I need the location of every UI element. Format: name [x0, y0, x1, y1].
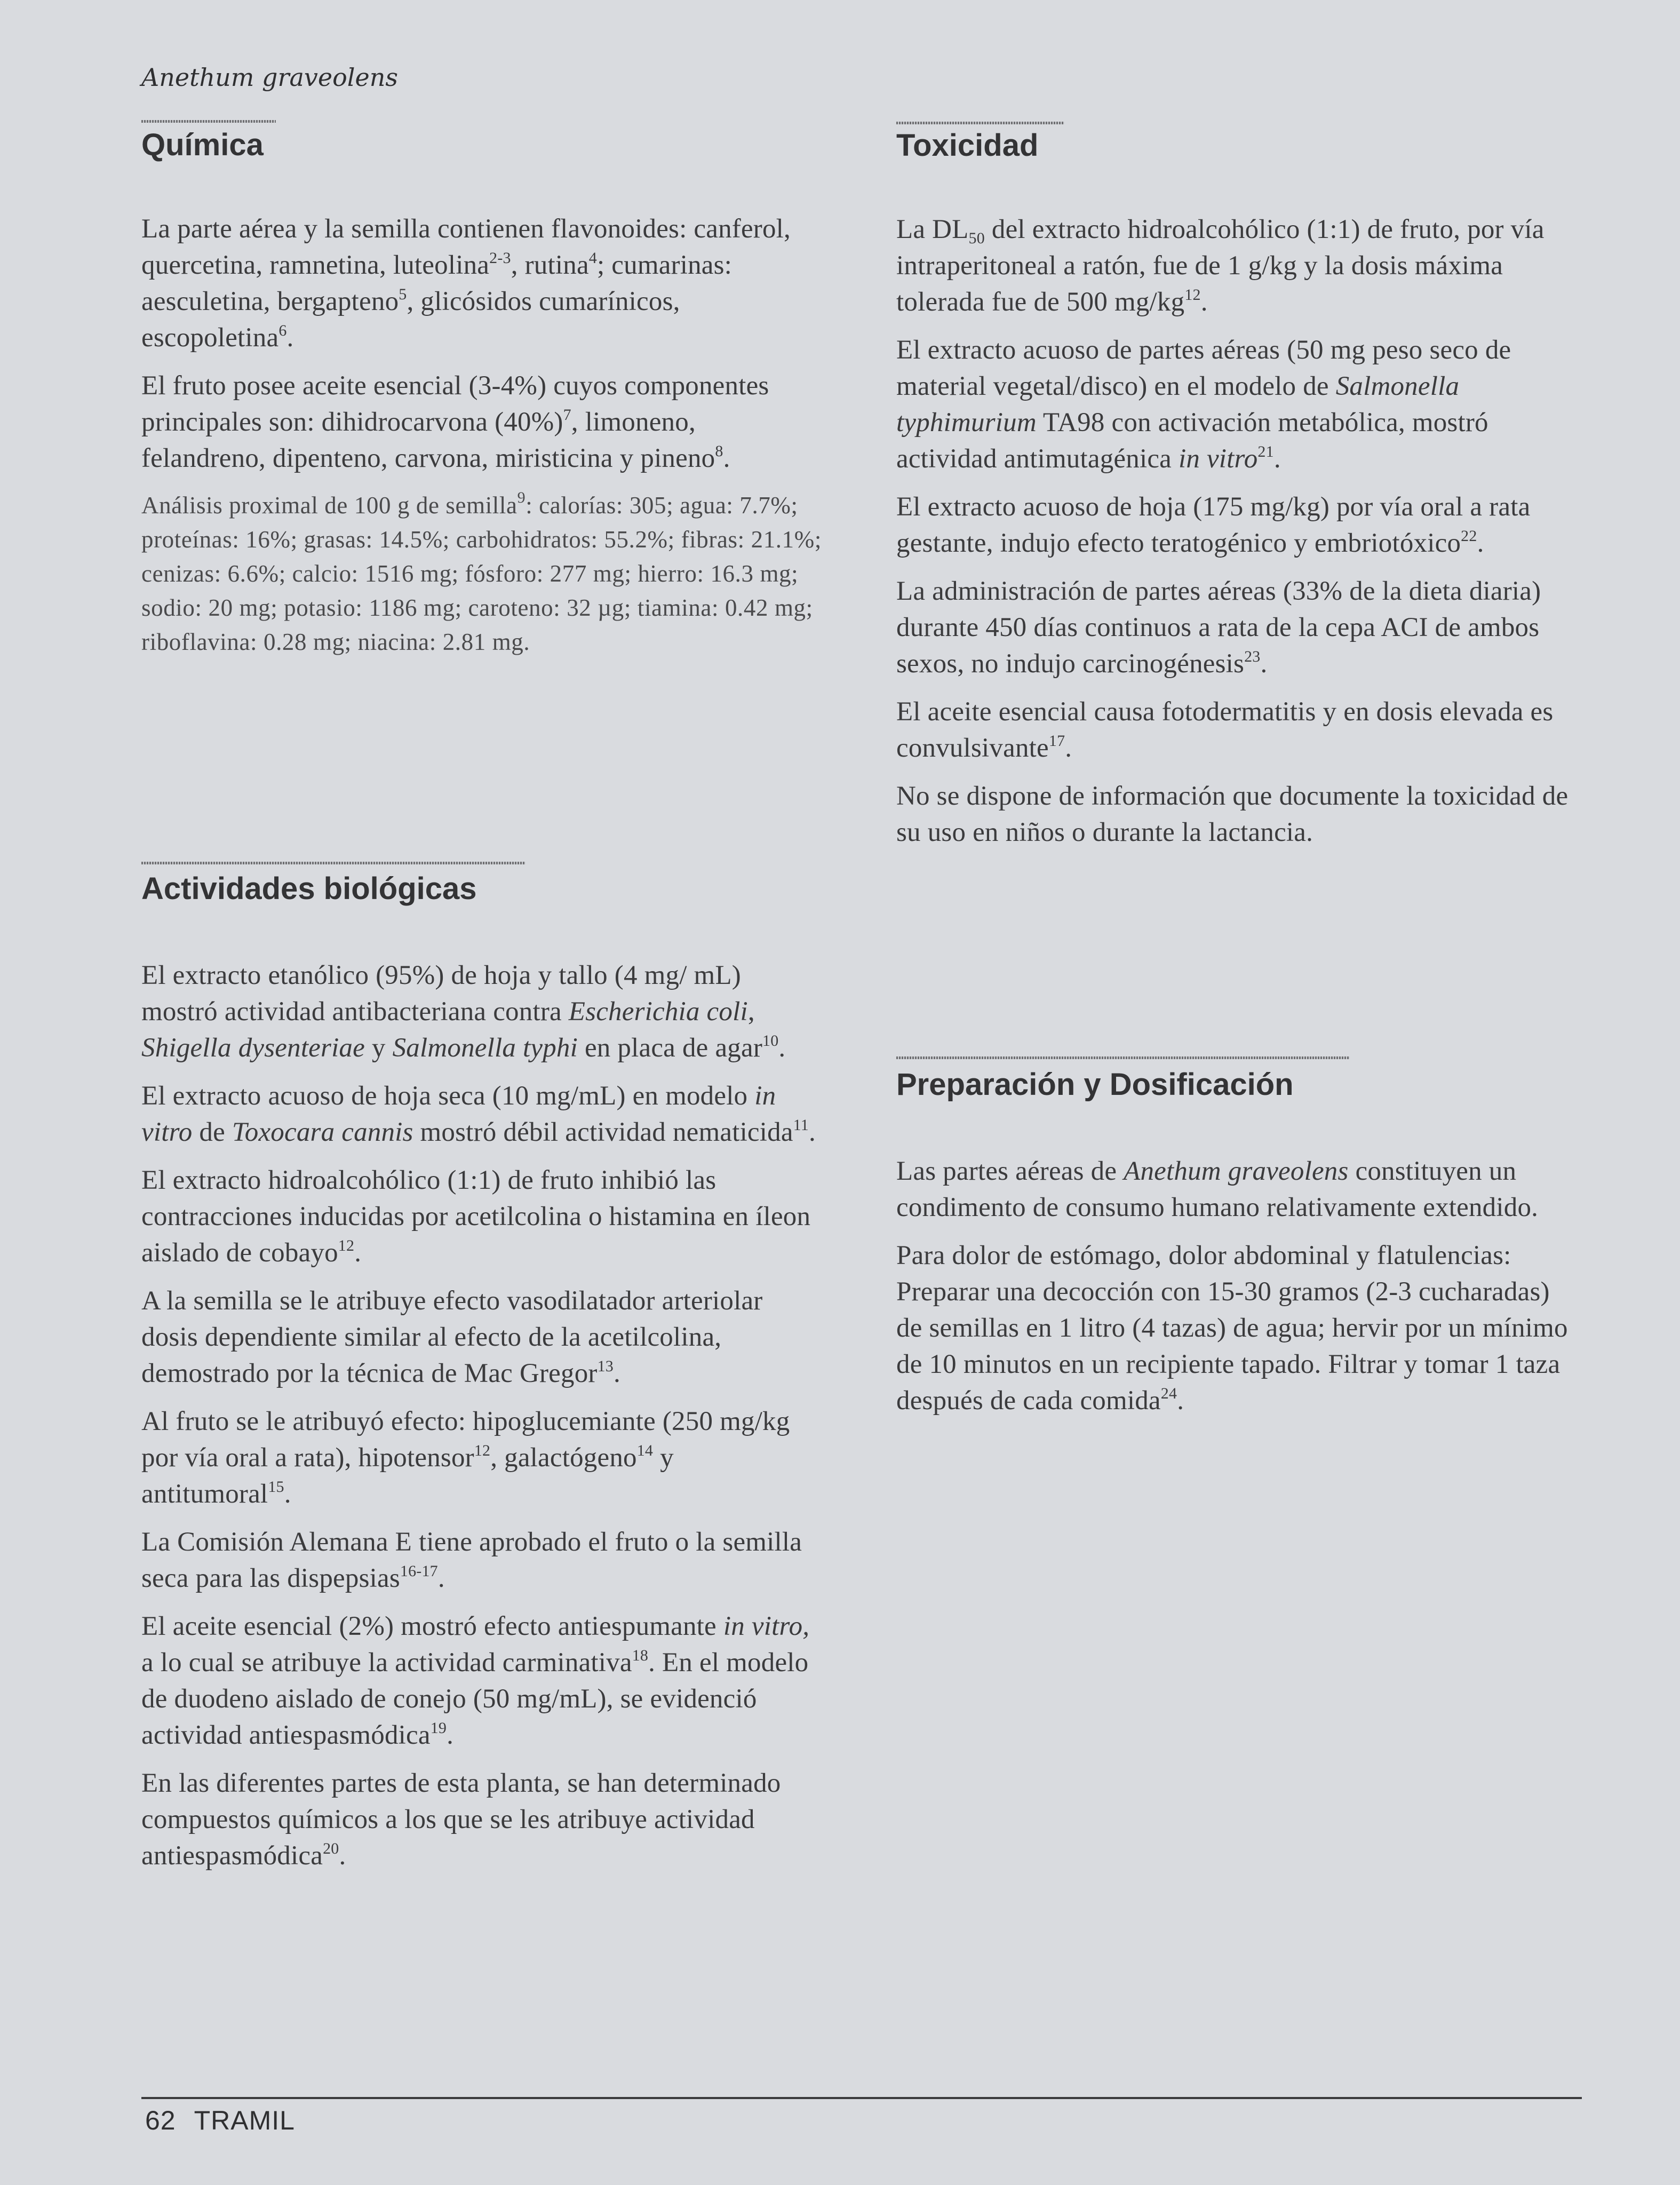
quimica-paragraph-3: Análisis proximal de 100 g de semilla$^9$: calorías: 305; agua: 7.7%; proteínas: 16%; grasas: 14.5%; carbohidratos: 55.2%; fibras: 21.1%; cenizas: 6.6%; calcio: 1516 mg; fósforo: 277 mg; hierro: 16.3 mg; sodio: 20 mg; potasio: 1186 mg; caroteno: 32 µg; tiamina: 0.42 mg; riboflavina: 0.28 mg; niacina: 2.81 mg.	[141, 489, 822, 655]
preparacion-paragraph-1: Las partes aéreas de Anethum graveolens constituyen un condimento de consumo humano relativamente extendido.	[896, 1156, 1539, 1222]
page-number: 62	[145, 2105, 176, 2135]
preparacion-paragraph-2: Para dolor de estómago, dolor abdominal y flatulencias:	[896, 1241, 1511, 1270]
toxicidad-paragraph-3: El extracto acuoso de hoja (175 mg/kg) por vía oral a rata gestante, indujo efecto teratogénico y embriotóxico$^{22}$.	[896, 492, 1531, 558]
actividades-paragraph-5: Al fruto se le atribuyó efecto: hipoglucemiante (250 mg/kg por vía oral a rata), hipotensor$^{12}$, galactógeno$^{14}$ y antitumoral$^{15}$.	[141, 1407, 790, 1509]
section-title-toxicidad: Toxicidad	[896, 128, 1039, 163]
actividades-paragraph-2: El extracto acuoso de hoja seca (10 mg/mL) en modelo in vitro de Toxocara cannis mostró débil actividad nematicida$^{11}$.	[141, 1081, 816, 1147]
section-rule	[896, 122, 1064, 124]
section-title-actividades: Actividades biológicas	[141, 871, 477, 906]
section-quimica	[141, 120, 822, 671]
actividades-paragraph-1: El extracto etanólico (95%) de hoja y tallo (4 mg/ mL) mostró actividad antibacteriana contra Escherichia coli, Shigella dysenteriae y Salmonella typhi en placa de agar$^{10}$.	[141, 960, 786, 1063]
actividades-paragraph-7: El aceite esencial (2%) mostró efecto antiespumante in vitro, a lo cual se atribuye la actividad carminativa$^{18}$. En el modelo de duodeno aislado de conejo (50 mg/mL), se evidenció actividad antiespasmódica$^{19}$.	[141, 1611, 810, 1750]
toxicidad-paragraph-4: La administración de partes aéreas (33% de la dieta diaria) durante 450 días continuos a rata de la cepa ACI de ambos sexos, no indujo carcinogénesis$^{23}$.	[896, 576, 1541, 679]
section-rule	[896, 1056, 1350, 1059]
preparacion-paragraph-3: Preparar una decocción con 15-30 gramos (2-3 cucharadas) de semillas en 1 litro (4 tazas) de agua; hervir por un mínimo de 10 minutos en un recipiente tapado. Filtrar y tomar 1 taza después de cada comida$^{24}$.	[896, 1277, 1568, 1416]
quimica-paragraph-1: La parte aérea y la semilla contienen flavonoides: canferol, quercetina, ramnetina, luteolina$^{2-3}$, rutina$^4$; cumarinas: aesculetina, bergapteno$^5$, glicósidos cumarínicos, escopoletina$^6$.	[141, 214, 791, 353]
section-actividades	[141, 862, 822, 1886]
footer-rule	[141, 2097, 1582, 2099]
section-rule	[141, 120, 276, 123]
section-title-quimica: Química	[141, 128, 264, 162]
actividades-paragraph-8: En las diferentes partes de esta planta, se han determinado compuestos químicos a los que se les atribuye actividad antiespasmódica$^{20}$.	[141, 1768, 781, 1871]
actividades-paragraph-6: La Comisión Alemana E tiene aprobado el fruto o la semilla seca para las dispepsias$^{16-17}$.	[141, 1527, 802, 1593]
section-toxicidad	[896, 122, 1577, 862]
actividades-paragraph-4: A la semilla se le atribuye efecto vasodilatador arteriolar dosis dependiente similar al efecto de la acetilcolina, demostrado por la técnica de Mac Gregor$^{13}$.	[141, 1286, 763, 1388]
footer-label: TRAMIL	[194, 2105, 295, 2135]
section-title-preparacion: Preparación y Dosificación	[896, 1067, 1294, 1102]
toxicidad-paragraph-6: No se dispone de información que documente la toxicidad de su uso en niños o durante la lactancia.	[896, 781, 1568, 847]
running-head: Anethum graveolens	[141, 63, 398, 92]
section-rule	[141, 862, 526, 864]
actividades-paragraph-3: El extracto hidroalcohólico (1:1) de fruto inhibió las contracciones inducidas por acetilcolina o histamina en íleon aislado de cobayo$^{12}$.	[141, 1165, 811, 1268]
toxicidad-paragraph-1: La $DL_{50}$ del extracto hidroalcohólico (1:1) de fruto, por vía intraperitoneal a ratón, fue de 1 g/kg y la dosis máxima tolerada fue de 500 $mg/kg^{12}$.	[896, 214, 1544, 317]
toxicidad-paragraph-5: El aceite esencial causa fotodermatitis y en dosis elevada es convulsivante$^{17}$.	[896, 697, 1554, 763]
section-preparacion	[896, 1056, 1577, 1431]
toxicidad-paragraph-2: El extracto acuoso de partes aéreas (50 mg peso seco de material vegetal/disco) en el modelo de Salmonella typhimurium TA98 con activación metabólica, mostró actividad antimutagénica in vitro$^{21}$.	[896, 335, 1511, 474]
quimica-paragraph-2: El fruto posee aceite esencial (3-4%) cuyos componentes principales son: dihidrocarvona $(40\%)^7$, limoneno, felandreno, dipenteno, carvona, miristicina y pineno$^8$.	[141, 371, 769, 473]
page-footer	[145, 2105, 295, 2136]
